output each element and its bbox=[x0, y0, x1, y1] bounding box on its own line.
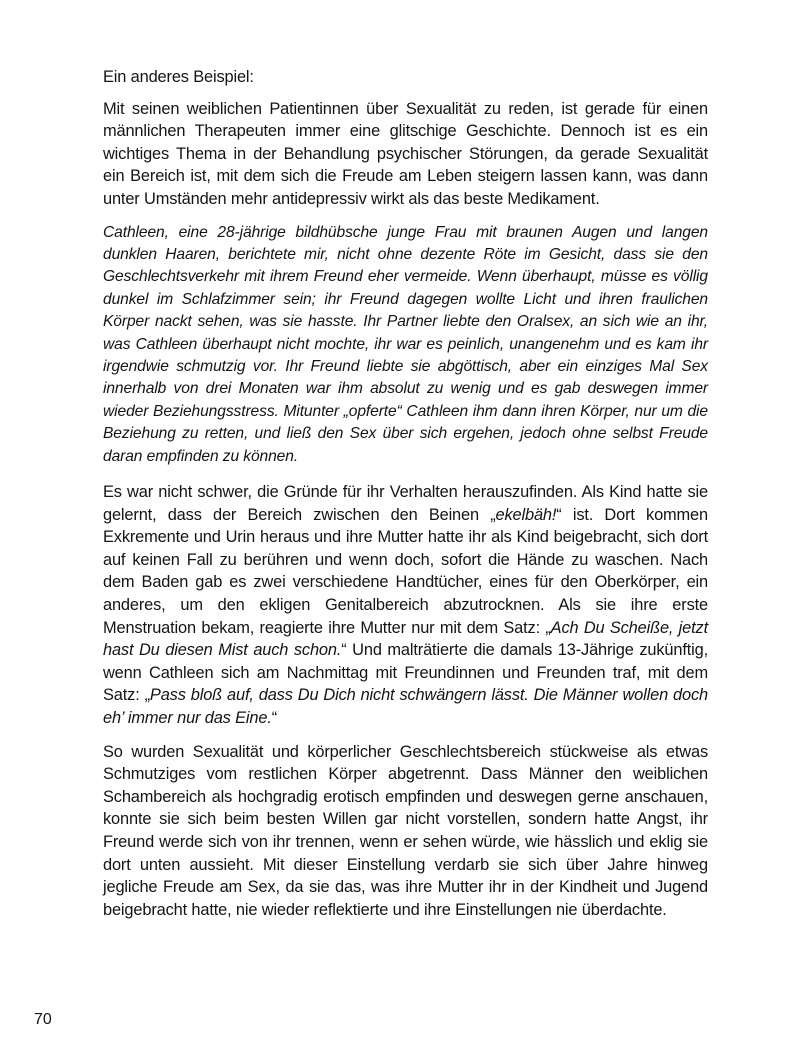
quote-mother-warning: Pass bloß auf, dass Du Dich nicht schwängern lässt. Die Männer wollen doch eh’ immer nur das Eine. bbox=[103, 686, 708, 727]
paragraph-consequences: So wurden Sexualität und körperlicher Geschlechtsbereich stückweise als etwas Schmutziges vom restlichen Körper abgetrennt. Dass Männer den weiblichen Schambereich als hochgradig erotisch empfinden und deswegen gerne anschauen, konnte sie sich beim besten Willen gar nicht vorstellen, sondern hatte Angst, ihr Freund werde sich von ihr trennen, wenn er sehen würde, wie hässlich und eklig sie dort unten aussieht. Mit dieser Einstellung verdarb sie sich über Jahre hinweg jegliche Freude am Sex, da sie das, was ihre Mutter ihr in der Kindheit und Jugend beigebracht hatte, nie wieder reflektierte und ihre Einstellungen nie überdachte. bbox=[103, 742, 708, 919]
intro-line: Ein anderes Beispiel: bbox=[103, 68, 254, 86]
paragraph-childhood-causes bbox=[103, 481, 708, 730]
paragraph-therapy-context: Mit seinen weiblichen Patientinnen über Sexualität zu reden, ist gerade für einen männlichen Therapeuten immer eine glitschige Geschichte. Dennoch ist es ein wichtiges Thema in der Behandlung psychischer Störungen, da gerade Sexualität ein Bereich ist, mit dem sich die Freude am Leben steigern lassen kann, was dann unter Umständen mehr antidepressiv wirkt als das beste Medikament. bbox=[103, 99, 708, 208]
paragraph-text-segment: “ ist. Dort kommen Exkremente und Urin heraus und ihre Mutter hatte ihr als Kind beigebracht, sich dort auf keinen Fall zu berühren und wenn doch, sofort die Hände zu waschen. Nach dem Baden gab es zwei verschiedene Handtücher, eines für den Oberkörper, ein anderes, um den ekligen Genitalbereich abzutrocknen. Als sie ihre erste Menstruation bekam, reagierte ihre Mutter nur mit dem Satz: „ bbox=[103, 505, 708, 637]
quote-mother-menstruation: Ach Du Scheiße, jetzt hast Du diesen Mist auch schon. bbox=[103, 618, 708, 660]
body-text bbox=[103, 66, 708, 932]
quote-ekelbaeh: ekelbäh! bbox=[495, 505, 557, 524]
paragraph-text-segment: “ Und malträtierte die damals 13-Jährige zukünftig, wenn Cathleen sich am Nachmittag mit Freundinnen und Freunden traf, mit dem Satz: „ bbox=[103, 641, 708, 705]
case-vignette-cathleen: Cathleen, eine 28-jährige bildhübsche junge Frau mit braunen Augen und langen dunklen Haaren, berichtete mir, nicht ohne dezente Röte im Gesicht, dass sie den Geschlechtsverkehr mit ihrem Freund eher vermeide. Wenn überhaupt, müsse es völlig dunkel im Schlafzimmer sein; ihr Freund dagegen wollte Licht und ihren fraulichen Körper nackt sehen, was sie hasste. Ihr Partner liebte den Oralsex, an sich wie an ihr, was Cathleen überhaupt nicht mochte, ihr war es peinlich, unangenehm und es kam ihr irgendwie schmutzig vor. Ihr Freund liebte sie abgöttisch, aber ein einziges Mal Sex innerhalb von drei Monaten war ihm absolut zu wenig und es gab deswegen immer wieder Beziehungsstress. Mitunter „opferte“ Cathleen ihm dann ihren Körper, nur um die Beziehung zu retten, und ließ den Sex über sich ergehen, jedoch ohne selbst Freude daran empfinden zu können. bbox=[103, 223, 708, 465]
paragraph-text-segment: Es war nicht schwer, die Gründe für ihr Verhalten herauszufinden. Als Kind hatte sie gelernt, dass der Bereich zwischen den Beinen „ bbox=[103, 483, 708, 524]
page-number: 70 bbox=[34, 1011, 52, 1028]
paragraph-text-segment: “ bbox=[271, 708, 278, 727]
